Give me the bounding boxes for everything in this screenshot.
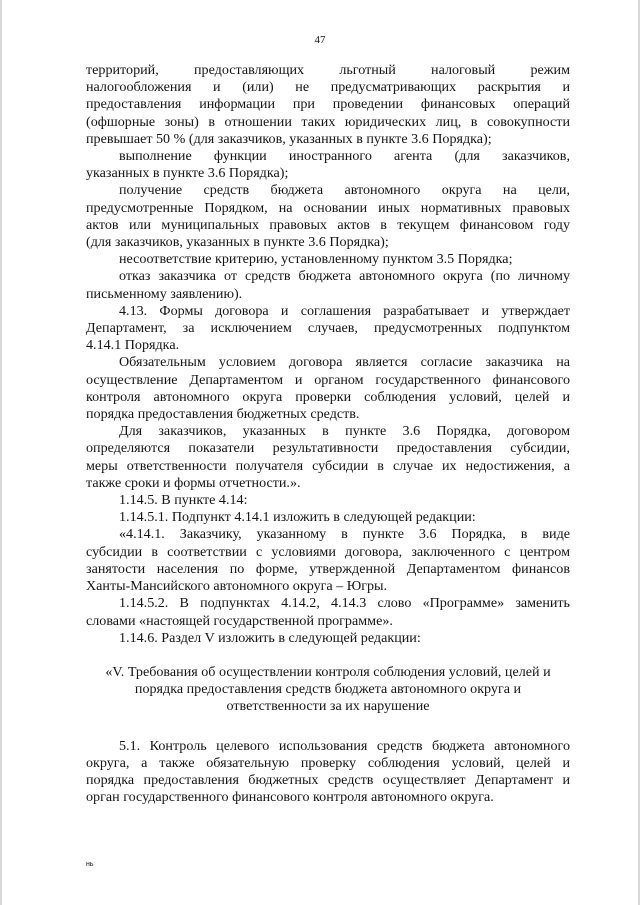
text-line: субсидии в соответствии с условиями договора, заключенного с центром — [86, 543, 570, 560]
text-line: территорий, предоставляющих льготный налоговый режим — [86, 62, 570, 78]
text-line: (для заказчиков, указанных в пункте 3.6 Порядка); — [86, 234, 389, 251]
section-heading: ответственности за их нарушение — [226, 698, 430, 715]
text-line: «4.14.1. Заказчику, указанному в пункте 3.6 Порядка, в виде — [119, 526, 570, 543]
text-line: орган государственного финансового контроля автономного округа. — [86, 789, 494, 806]
text-line: порядка предоставления бюджетных средств. — [86, 406, 360, 423]
spacer — [86, 647, 570, 664]
text-line: 1.14.5. В пункте 4.14: — [119, 492, 248, 509]
text-line: порядка предоставления бюджетных средств осуществляет Департамент и — [86, 771, 570, 788]
text-line: получение средств бюджета автономного округа на цели, — [119, 182, 570, 199]
text-line: 4.13. Формы договора и соглашения разрабатывает и утверждает — [119, 302, 570, 319]
text-line: Департамент, за исключением случаев, предусмотренных подпунктом — [86, 320, 570, 337]
page-number: 47 — [314, 34, 326, 46]
text-line: актов или муниципальных правовых актов в текущем финансовом году — [86, 216, 570, 233]
footer-mark: нь — [86, 861, 94, 868]
document-body — [86, 62, 570, 806]
text-line: превышает 50 % (для заказчиков, указанных в пункте 3.6 Порядка); — [86, 130, 492, 147]
text-line: меры ответственности получателя субсидии в случае их недостижения, а — [86, 457, 570, 474]
text-line: 1.14.5.1. Подпункт 4.14.1 изложить в следующей редакции: — [119, 509, 476, 526]
text-line: округа, а также обязательную проверку соблюдения условий, целей и — [86, 754, 570, 771]
text-line: отказ заказчика от средств бюджета автономного округа (по личному — [119, 268, 570, 285]
text-line: определяются показатели результативности предоставления субсидии, — [86, 440, 570, 457]
section-heading: порядка предоставления средств бюджета автономного округа и — [134, 681, 522, 698]
text-line: предусмотренные Порядком, на основании иных нормативных правовых — [86, 199, 570, 216]
scan-edge-left — [0, 0, 2, 905]
text-line: Обязательным условием договора является согласие заказчика на — [119, 354, 570, 371]
text-line: (офшорные зоны) в отношении таких юридических лиц, в совокупности — [86, 113, 570, 130]
text-line: 1.14.6. Раздел V изложить в следующей редакции: — [119, 629, 421, 646]
text-line: Для заказчиков, указанных в пункте 3.6 Порядка, договором — [119, 423, 570, 440]
text-line: указанных в пункте 3.6 Порядка); — [86, 165, 289, 182]
text-line: выполнение функции иностранного агента (для заказчиков, — [119, 148, 570, 165]
text-line: 1.14.5.2. В подпунктах 4.14.2, 4.14.3 слово «Программе» заменить — [119, 595, 570, 612]
text-line: письменному заявлению). — [86, 285, 243, 302]
text-line: 4.14.1 Порядка. — [86, 337, 180, 354]
text-line: словами «настоящей государственной программе». — [86, 612, 393, 629]
text-line: также сроки и формы отчетности.». — [86, 474, 301, 491]
text-line: налогообложения и (или) не предусматривающих раскрытия и — [86, 79, 570, 96]
text-line: несоответствие критерию, установленному пунктом 3.5 Порядка; — [119, 251, 513, 268]
text-line: предоставления информации при проведении финансовых операций — [86, 96, 570, 113]
spacer — [86, 716, 570, 738]
text-line: занятости населения по форме, утвержденной Департаментом финансов — [86, 560, 570, 577]
text-line: 5.1. Контроль целевого использования средств бюджета автономного — [119, 737, 570, 754]
text-line: осуществление Департаментом и органом государственного финансового — [86, 371, 570, 388]
section-heading: «V. Требования об осуществлении контроля соблюдения условий, целей и — [105, 663, 551, 680]
text-line: Ханты-Мансийского автономного округа – Югры. — [86, 578, 388, 595]
text-line: контроля автономного округа проверки соблюдения условий, целей и — [86, 388, 570, 405]
